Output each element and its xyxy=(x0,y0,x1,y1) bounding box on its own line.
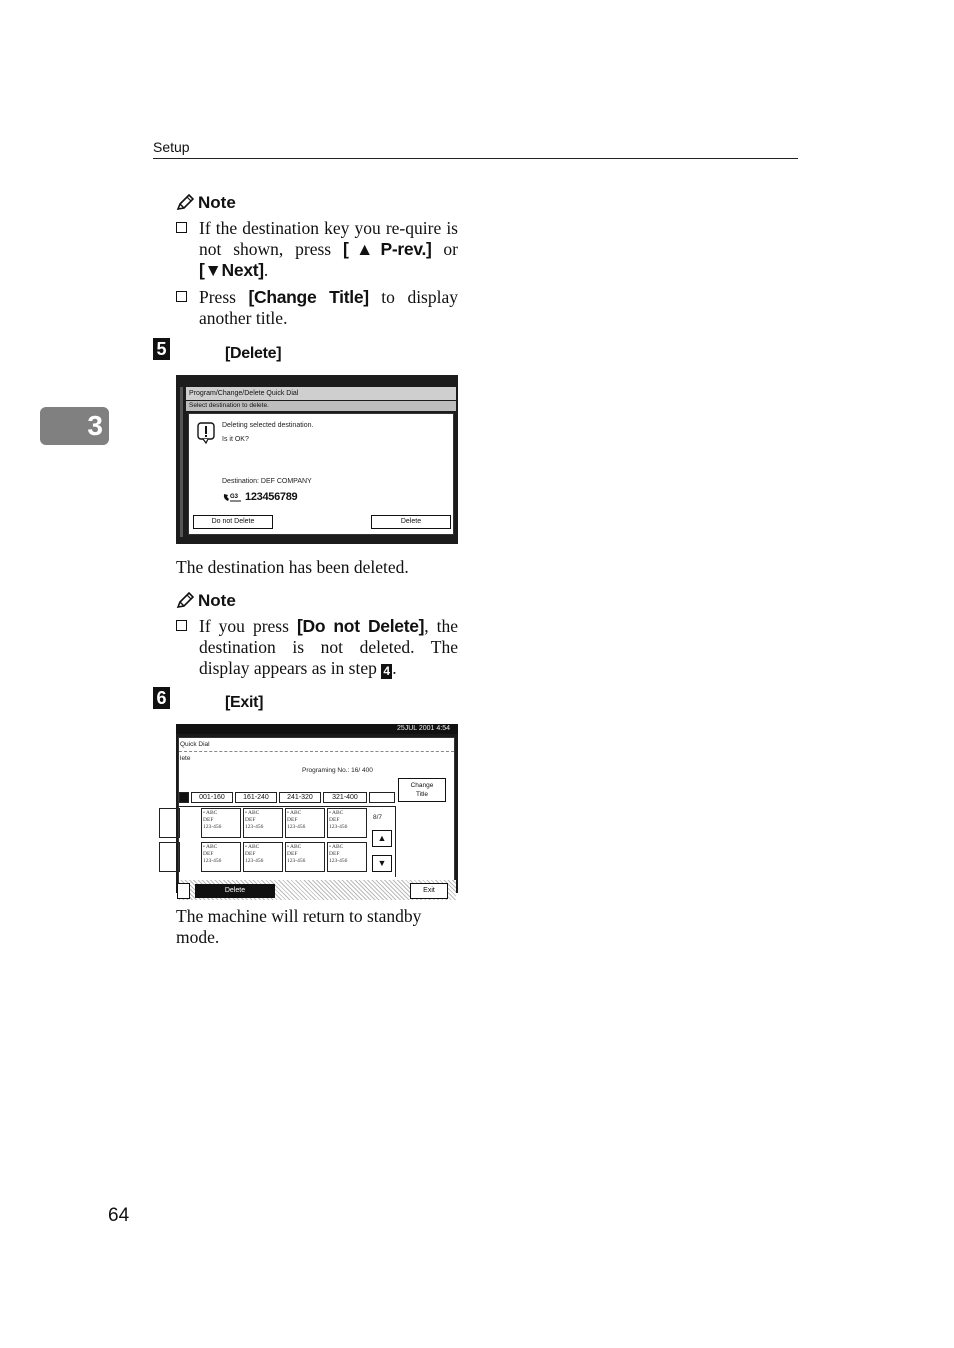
dial-key[interactable]: • ABC DEF 123-456 xyxy=(201,842,241,872)
destination-phone: G3 123456789 xyxy=(222,491,297,503)
note-heading: Note xyxy=(176,591,236,611)
dialog-message: Deleting selected destination. xyxy=(222,422,314,429)
key-prev: [▲P-rev.] xyxy=(342,239,432,259)
note-item: If you press [Do not Delete], the destination is not deleted. The display appears as in step 4 . xyxy=(176,616,458,679)
delete-button[interactable]: Delete xyxy=(371,515,451,529)
change-title-button[interactable]: Change Title xyxy=(398,778,446,802)
screen-subtitle: Select destination to delete. xyxy=(186,401,456,411)
key-do-not-delete: [Do not Delete] xyxy=(296,616,425,636)
step-reference: 4 xyxy=(381,664,392,679)
phone-icon xyxy=(222,491,242,503)
confirm-dialog xyxy=(188,413,454,535)
delete-confirm-screen xyxy=(176,375,458,544)
grid-right-rule xyxy=(395,806,396,877)
note-item: Press [Change Title] to display another title. xyxy=(176,287,458,329)
svg-text:G3: G3 xyxy=(230,494,239,500)
page-number: 64 xyxy=(108,1205,130,1226)
destination-name: Destination: DEF COMPANY xyxy=(222,478,312,485)
key-change-title: [Change Title] xyxy=(248,287,369,307)
step6-result: The machine will return to standby mode. xyxy=(176,906,422,947)
exit-button[interactable]: Exit xyxy=(410,883,448,899)
checkbox-bullet-icon xyxy=(176,620,187,631)
dial-key[interactable]: • ABC DEF 123-456 xyxy=(243,842,283,872)
dial-key[interactable] xyxy=(159,808,180,838)
range-tab[interactable]: 001-160 xyxy=(191,792,233,803)
step-key-delete: [Delete] xyxy=(225,345,282,362)
step5-result: The destination has been deleted. xyxy=(176,557,409,577)
left-button[interactable] xyxy=(177,883,190,899)
screen-subtitle: lete xyxy=(180,755,191,762)
range-tab[interactable]: 241-320 xyxy=(279,792,321,803)
quick-dial-screen xyxy=(176,724,458,893)
dial-key[interactable]: • ABC DEF 123-456 xyxy=(243,808,283,838)
delete-tab-button[interactable]: Delete xyxy=(195,884,275,898)
step-number: 6 xyxy=(153,687,170,709)
screen-edge xyxy=(180,387,183,537)
do-not-delete-button[interactable]: Do not Delete xyxy=(193,515,273,529)
programing-number: Programing No.: 16/ 400 xyxy=(302,767,373,774)
chapter-tab: 3 xyxy=(40,407,109,445)
pencil-icon xyxy=(176,194,194,212)
range-tab-more[interactable] xyxy=(369,792,395,803)
range-tab[interactable]: 161-240 xyxy=(235,792,277,803)
next-page-button[interactable]: ▼ xyxy=(372,855,392,872)
status-bar: 25JUL 2001 4:54 xyxy=(176,724,458,734)
note-item: If the destination key you re-quire is not shown, press [▲P-rev.] or [▼Next]. xyxy=(176,218,458,281)
note-heading: Note xyxy=(176,193,236,213)
dial-key[interactable]: • ABC DEF 123-456 xyxy=(327,808,367,838)
range-tab[interactable]: 321-400 xyxy=(323,792,367,803)
dialog-question: Is it OK? xyxy=(222,436,249,443)
pencil-icon xyxy=(176,592,194,610)
step-number: 5 xyxy=(153,338,170,360)
dial-key[interactable]: • ABC DEF 123-456 xyxy=(285,808,325,838)
dial-key[interactable] xyxy=(159,842,180,872)
range-tab-prev[interactable] xyxy=(179,792,189,803)
screen-title: Program/Change/Delete Quick Dial xyxy=(186,387,456,400)
divider xyxy=(179,751,454,752)
dial-key[interactable]: • ABC DEF 123-456 xyxy=(201,808,241,838)
grid-top-rule xyxy=(179,806,395,807)
prev-page-button[interactable]: ▲ xyxy=(372,830,392,847)
dial-key[interactable]: • ABC DEF 123-456 xyxy=(285,842,325,872)
running-header: Setup xyxy=(153,139,190,155)
checkbox-bullet-icon xyxy=(176,291,187,302)
exclamation-icon xyxy=(197,422,215,444)
checkbox-bullet-icon xyxy=(176,222,187,233)
quick-dial-panel xyxy=(178,737,455,894)
key-next: [▼Next] xyxy=(199,260,264,280)
screen-title: Quick Dial xyxy=(180,741,210,748)
dial-key[interactable]: • ABC DEF 123-456 xyxy=(327,842,367,872)
page-indicator: 8/7 xyxy=(373,814,383,821)
header-rule xyxy=(153,158,798,159)
step-key-exit: [Exit] xyxy=(225,694,264,711)
